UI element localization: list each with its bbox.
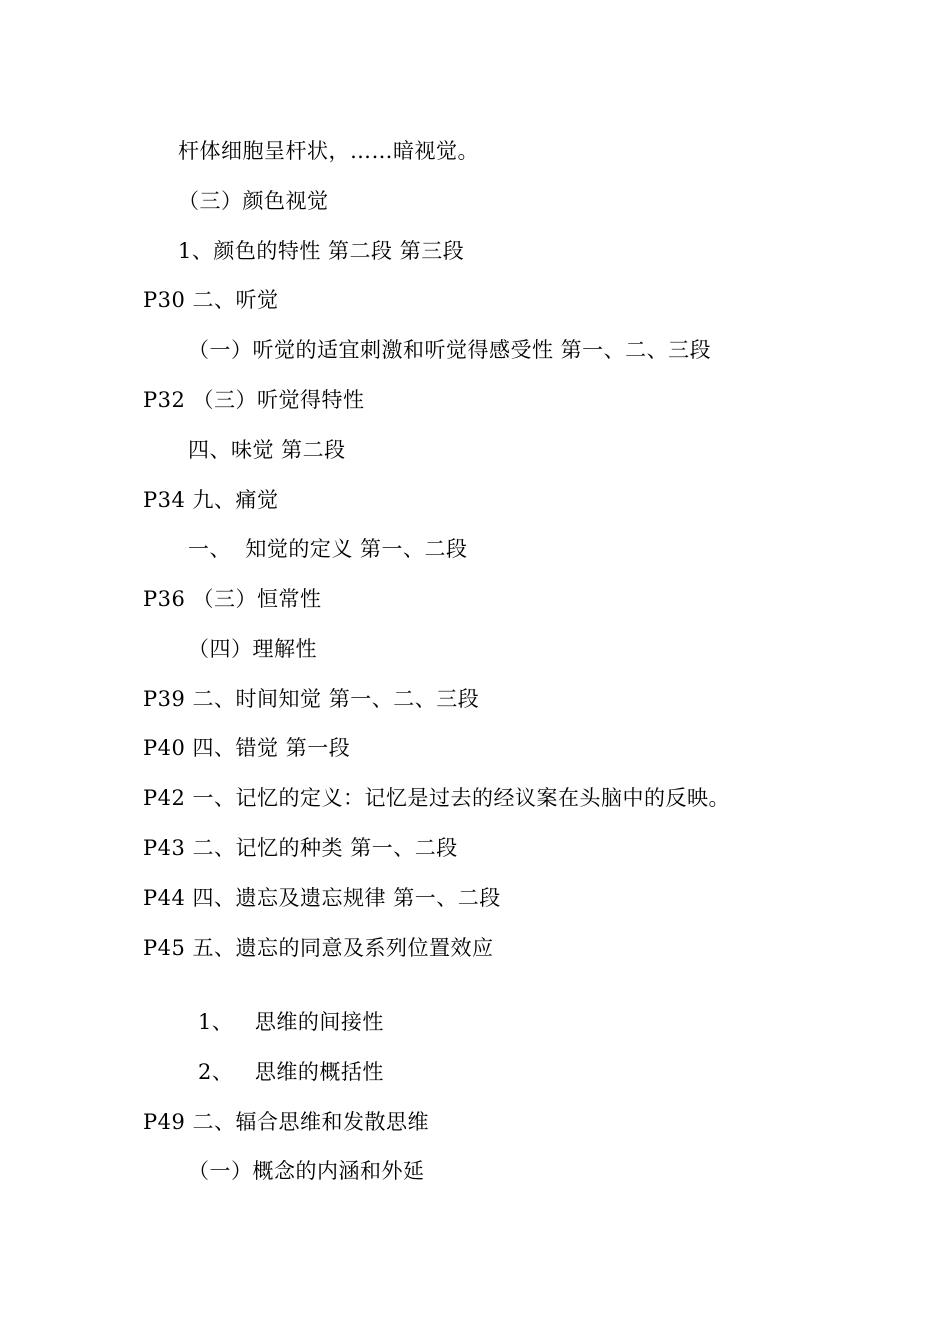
- text-line-perception-definition: 一、 知觉的定义 第一、二段: [188, 537, 468, 561]
- text-line-p44-forgetting: P44 四、遗忘及遗忘规律 第一、二段: [143, 886, 501, 910]
- text-line-hearing-stimulus: （一）听觉的适宜刺激和听觉得感受性 第一、二、三段: [188, 338, 712, 362]
- text-line-understanding: （四）理解性: [188, 637, 317, 661]
- text-line-color-properties: 1、颜色的特性 第二段 第三段: [178, 239, 465, 263]
- text-line-p36-constancy: P36 （三）恒常性: [143, 587, 322, 611]
- text-line-p30-hearing: P30 二、听觉: [143, 288, 279, 312]
- text-line-thinking-generalization: 2、 思维的概括性: [198, 1060, 384, 1084]
- text-line-p39-time-perception: P39 二、时间知觉 第一、二、三段: [143, 687, 480, 711]
- text-line-taste: 四、味觉 第二段: [188, 438, 346, 462]
- text-line-p40-illusion: P40 四、错觉 第一段: [143, 736, 351, 760]
- text-line-rod-cells: 杆体细胞呈杆状，……暗视觉。: [178, 139, 479, 163]
- text-line-p45-serial-position: P45 五、遗忘的同意及系列位置效应: [143, 936, 494, 960]
- text-line-p32-hearing-properties: P32 （三）听觉得特性: [143, 388, 365, 412]
- text-line-p34-pain: P34 九、痛觉: [143, 488, 279, 512]
- text-line-p43-memory-types: P43 二、记忆的种类 第一、二段: [143, 836, 458, 860]
- text-line-concept-intension-extension: （一）概念的内涵和外延: [188, 1159, 425, 1183]
- text-line-p49-convergent-divergent: P49 二、辐合思维和发散思维: [143, 1110, 430, 1134]
- text-line-p42-memory-definition: P42 一、记忆的定义：记忆是过去的经议案在头脑中的反映。: [143, 786, 731, 810]
- text-line-thinking-indirectness: 1、 思维的间接性: [198, 1010, 384, 1034]
- text-line-color-vision: （三）颜色视觉: [178, 189, 329, 213]
